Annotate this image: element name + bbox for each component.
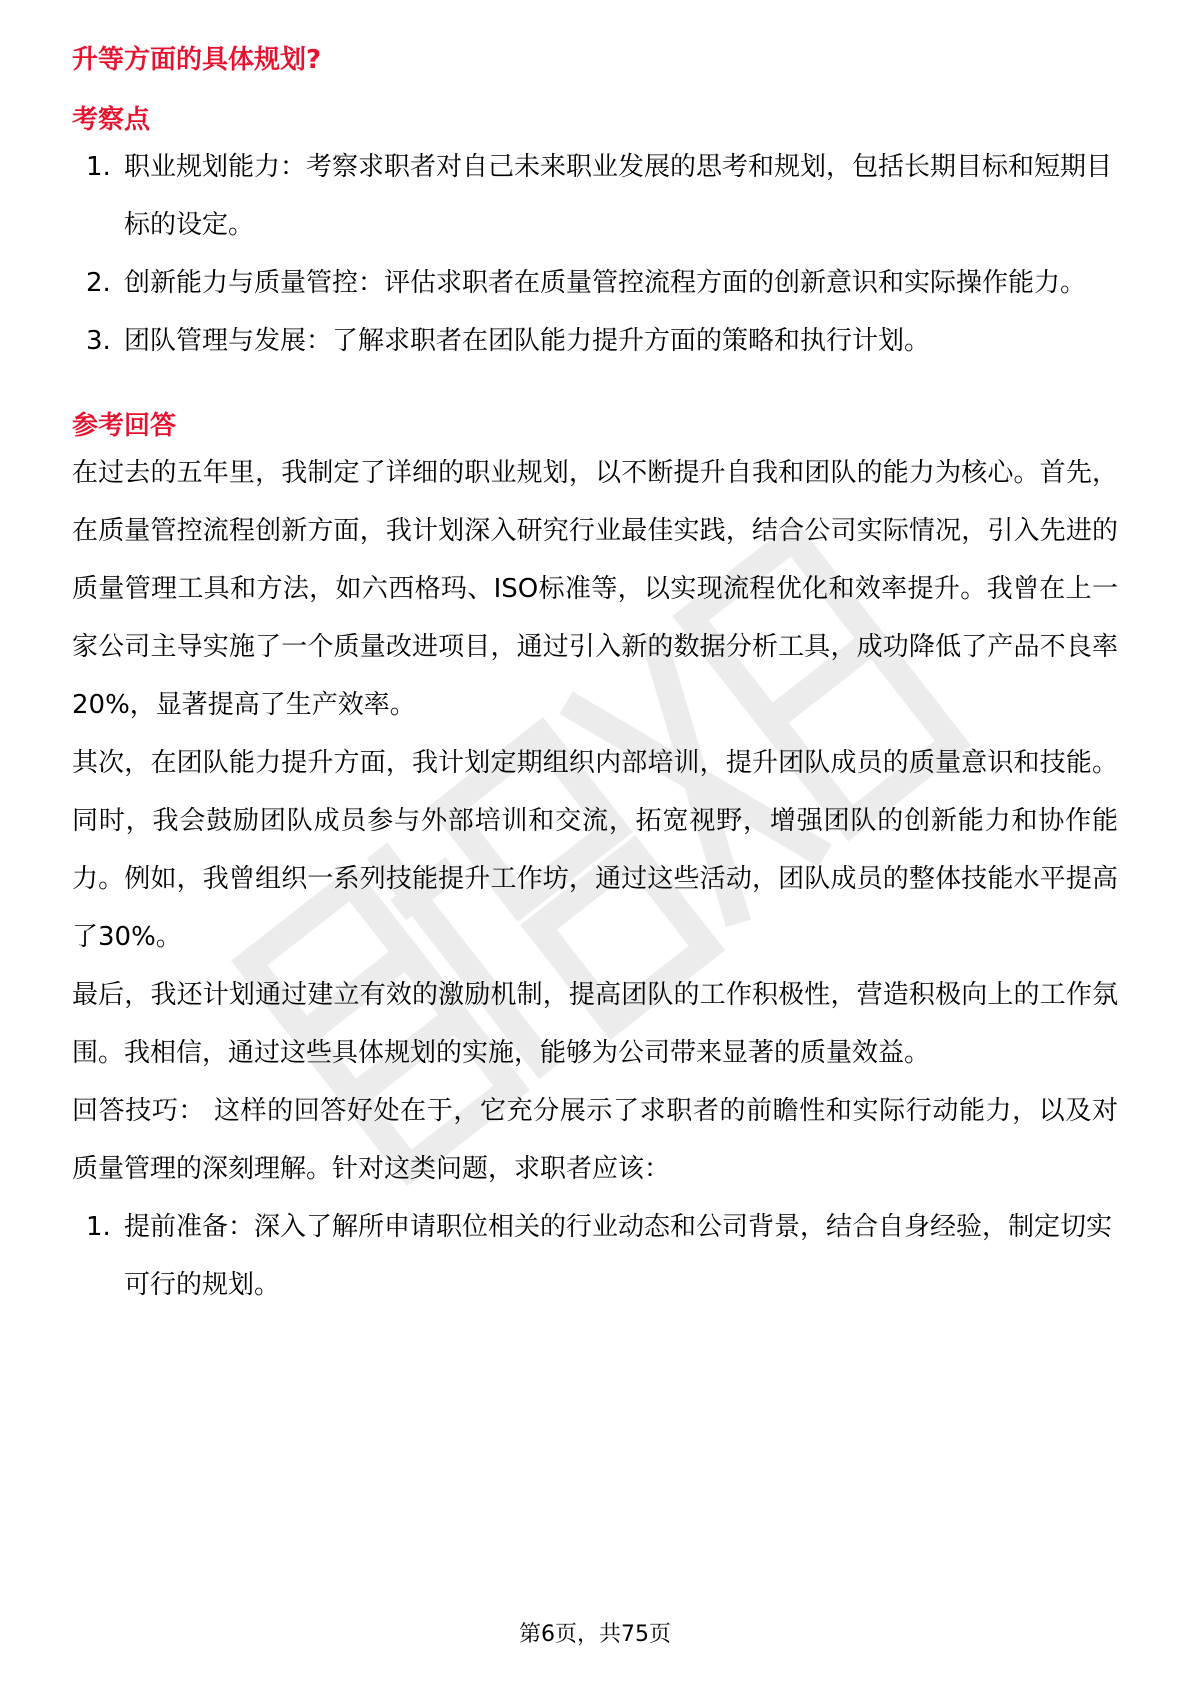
list-item bbox=[72, 254, 1118, 312]
list-text: 创新能力与质量管控：评估求职者在质量管控流程方面的创新意识和实际操作能力。 bbox=[124, 268, 1087, 298]
list-item bbox=[72, 312, 1118, 370]
answer-paragraph: 最后，我还计划通过建立有效的激励机制，提高团队的工作积极性，营造积极向上的工作氛围。我相信，通过这些具体规划的实施，能够为公司带来显著的质量效益。 bbox=[72, 980, 1118, 1068]
list-number: 1. bbox=[86, 152, 111, 182]
tips-list bbox=[72, 1198, 1118, 1314]
list-number: 2. bbox=[86, 268, 111, 298]
answer-paragraph: 其次，在团队能力提升方面，我计划定期组织内部培训，提升团队成员的质量意识和技能。同时，我会鼓励团队成员参与外部培训和交流，拓宽视野，增强团队的创新能力和协作能力。例如，我曾组织一系列技能提升工作坊，通过这些活动，团队成员的整体技能水平提高了30%。 bbox=[72, 748, 1118, 952]
section-heading-points: 考察点 bbox=[72, 105, 151, 135]
list-number: 1. bbox=[86, 1212, 111, 1242]
document-content bbox=[72, 42, 1118, 1314]
answer-paragraph: 在过去的五年里，我制定了详细的职业规划，以不断提升自我和团队的能力为核心。首先，在质量管控流程创新方面，我计划深入研究行业最佳实践，结合公司实际情况，引入先进的质量管理工具和方法，如六西格玛、ISO标准等，以实现流程优化和效率提升。我曾在上一家公司主导实施了一个质量改进项目，通过引入新的数据分析工具，成功降低了产品不良率20%，显著提高了生产效率。 bbox=[72, 458, 1118, 720]
section-heading-answer: 参考回答 bbox=[72, 411, 177, 441]
list-text: 团队管理与发展：了解求职者在团队能力提升方面的策略和执行计划。 bbox=[124, 326, 931, 356]
list-number: 3. bbox=[86, 326, 111, 356]
list-item bbox=[72, 1198, 1118, 1314]
list-text: 职业规划能力：考察求职者对自己未来职业发展的思考和规划，包括长期目标和短期目标的设定。 bbox=[124, 152, 1113, 240]
points-list bbox=[72, 138, 1118, 370]
list-text: 提前准备：深入了解所申请职位相关的行业动态和公司背景，结合自身经验，制定切实可行的规划。 bbox=[124, 1212, 1113, 1300]
answer-tip-paragraph: 回答技巧： 这样的回答好处在于，它充分展示了求职者的前瞻性和实际行动能力，以及对质量管理的深刻理解。针对这类问题，求职者应该： bbox=[72, 1096, 1118, 1184]
list-item bbox=[72, 138, 1118, 254]
question-title: 升等方面的具体规划? bbox=[72, 45, 322, 75]
page-footer: 第6页，共75页 bbox=[519, 1622, 671, 1647]
